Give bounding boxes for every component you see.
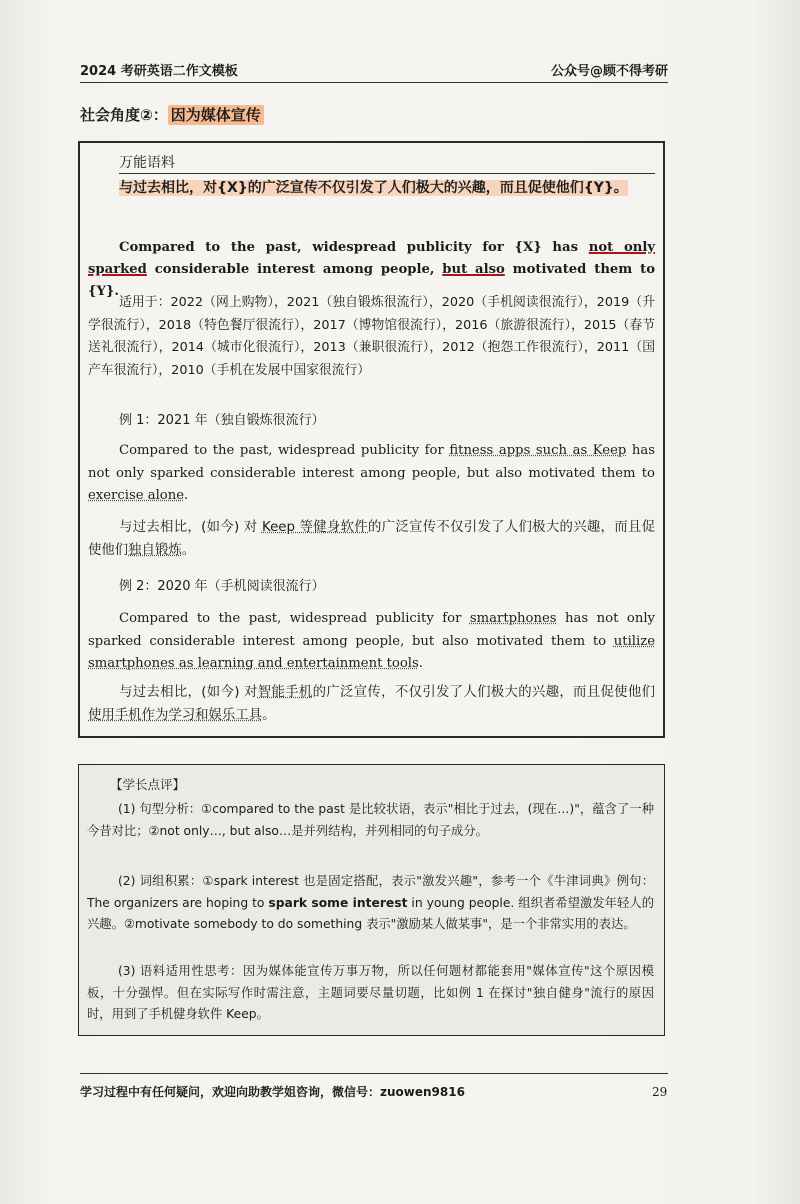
template-english-mid: considerable interest among people, [146,262,443,277]
example1-cn-pre: 与过去相比，(如今) 对 [119,520,262,535]
header-title: 2024 考研英语二作文模板 [80,64,238,79]
example1-title: 例 1：2021 年（独自锻炼很流行） [119,413,325,428]
example2-english [88,608,655,676]
footer-divider [80,1073,668,1074]
example2-en-x: smartphones [469,611,557,626]
example1-en-mid: has not only sparked considerable interest among people, but also motivated them to [88,443,656,481]
example1-chinese [88,516,655,562]
example2-en-mid: has not only sparked considerable interest among people, but also motivated them to [88,611,655,649]
header-account: 公众号@顾不得考研 [550,64,668,79]
example2-cn-y: 使用手机作为学习和娱乐工具 [88,708,263,723]
comment-point-1: (1) 句型分析：①compared to the past 是比较状语，表示"相比于过去，(现在…)"，蕴含了一种今昔对比；②not only…, but also…是并列结构，并列相同的句子成分。 [87,802,654,838]
example2-en-end: . [418,656,423,671]
comment-p2-pre: (2) 词组积累：①spark interest 也是固定搭配，表示"激发兴趣"，参考一个《牛津词典》例句：The organizers are hoping to [87,874,654,910]
comment-p2-bold: spark some interest [268,895,408,910]
template-english-but-also: but also [442,262,505,277]
example2-chinese [88,681,655,727]
template-english-post: motivated them to {Y}. [88,262,655,299]
example1-cn-end: 。 [181,543,196,558]
section-highlight: 因为媒体宣传 [168,105,264,125]
example2-cn-mid: 的广泛宣传，不仅引发了人们极大的兴趣，而且促使他们 [312,685,655,700]
comment-point-2 [87,871,654,936]
example1-cn-x: Keep 等健身软件 [261,520,368,535]
template-chinese-text: 与过去相比，对{X}的广泛宣传不仅引发了人们极大的兴趣，而且促使他们{Y}。 [119,180,628,196]
applies-to: 适用于：2022（网上购物），2021（独自锻炼很流行），2020（手机阅读很流行），2019（升学很流行），2018（特色餐厅很流行），2017（博物馆很流行），2016（旅游很流行），2015（春节送礼很流行），2014（城市化很流行），2013（兼职很流行），2012（抱怨工作很流行），2011（国产车很流行），2010（手机在发展中国家很流行） [88,295,655,378]
template-english-not-only: not only sparked [88,240,655,277]
example1-en-end: . [184,488,189,503]
template-heading: 万能语料 [119,152,655,174]
example2-cn-pre: 与过去相比，(如今) 对 [119,685,258,700]
comment-title: 【学长点评】 [110,777,186,792]
page-number: 29 [652,1085,668,1099]
section-title [80,104,264,125]
example1-cn-mid: 的广泛宣传不仅引发了人们极大的兴趣，而且促使他们 [88,520,655,558]
example1-en-x: fitness apps such as Keep [449,443,627,458]
example2-en-pre: Compared to the past, widespread publicity for [119,611,470,626]
example2-en-y: utilize smartphones as learning and entertainment tools [88,633,655,671]
page-header [80,60,668,83]
template-english-pre: Compared to the past, widespread publicity for {X} has [119,240,589,255]
template-box [78,141,665,738]
example1-english [88,440,655,508]
example1-cn-y: 独自锻炼 [128,543,182,558]
example2-title: 例 2：2020 年（手机阅读很流行） [119,579,325,594]
footer-contact: 学习过程中有任何疑问，欢迎向助教学姐咨询，微信号：zuowen9816 [80,1085,465,1099]
comment-point-3: (3) 语料适用性思考：因为媒体能宣传万事万物，所以任何题材都能套用"媒体宣传"这个原因模板，十分强悍。但在实际写作时需注意，主题词要尽量切题，比如例 1 在探讨"独自健身"流行的原因时，用到了手机健身软件 Keep。 [87,964,654,1021]
example2-cn-end: 。 [262,708,276,723]
template-chinese [88,177,655,200]
section-prefix: 社会角度②： [80,106,168,124]
comment-box [78,764,665,1036]
example2-cn-x: 智能手机 [257,685,313,700]
example1-en-pre: Compared to the past, widespread publicity for [119,443,450,458]
comment-p2-post: in young people. 组织者希望激发年轻人的兴趣。②motivate somebody to do something 表示"激励某人做某事"，是一个非常实用的表达。 [87,895,654,931]
example1-en-y: exercise alone [88,488,185,503]
